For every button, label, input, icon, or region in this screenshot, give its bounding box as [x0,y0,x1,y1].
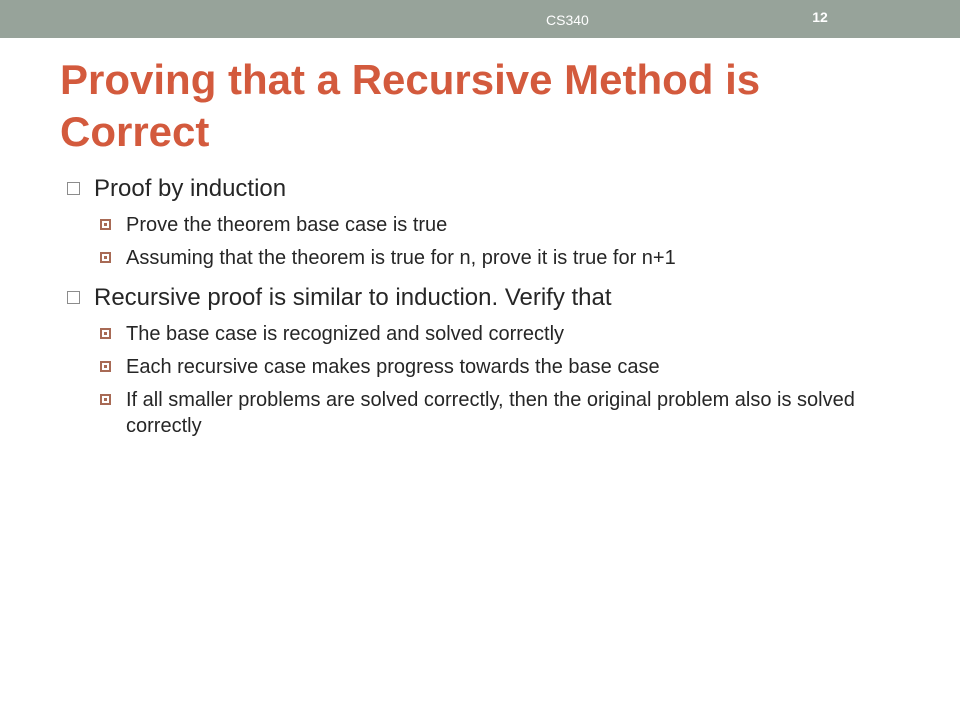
header-bar [0,0,960,38]
bullet-item [60,281,920,315]
square-sub-bullet-icon [100,328,111,339]
square-sub-bullet-icon [100,394,111,405]
square-bullet-icon [67,182,80,195]
bullet-text: Recursive proof is similar to induction. Verify that [94,284,612,311]
square-bullet-icon [67,291,80,304]
sub-bullet-item [60,245,920,271]
sub-bullet-item [60,321,920,347]
sub-bullet-text: The base case is recognized and solved correctly [126,323,565,345]
bullet-item [60,172,920,206]
bullet-group [60,172,920,271]
slide-number: 12 [812,9,828,25]
square-sub-bullet-icon [100,361,111,372]
sub-bullet-item [60,387,920,439]
bullet-text: Proof by induction [94,175,287,202]
sub-bullet-text: Assuming that the theorem is true for n, prove it is true for n+1 [126,247,676,269]
sub-bullet-text: If all smaller problems are solved correctly, then the original problem also is solved correctly [126,389,855,437]
square-sub-bullet-icon [100,252,111,263]
slide-title: Proving that a Recursive Method is Correct [60,56,761,155]
sub-bullet-item [60,354,920,380]
footer-text: CS340 [546,12,589,28]
slide-body [60,172,920,449]
square-sub-bullet-icon [100,219,111,230]
bullet-group [60,281,920,439]
sub-bullet-item [60,212,920,238]
sub-bullet-text: Prove the theorem base case is true [126,214,448,236]
sub-bullet-text: Each recursive case makes progress towards the base case [126,356,660,378]
